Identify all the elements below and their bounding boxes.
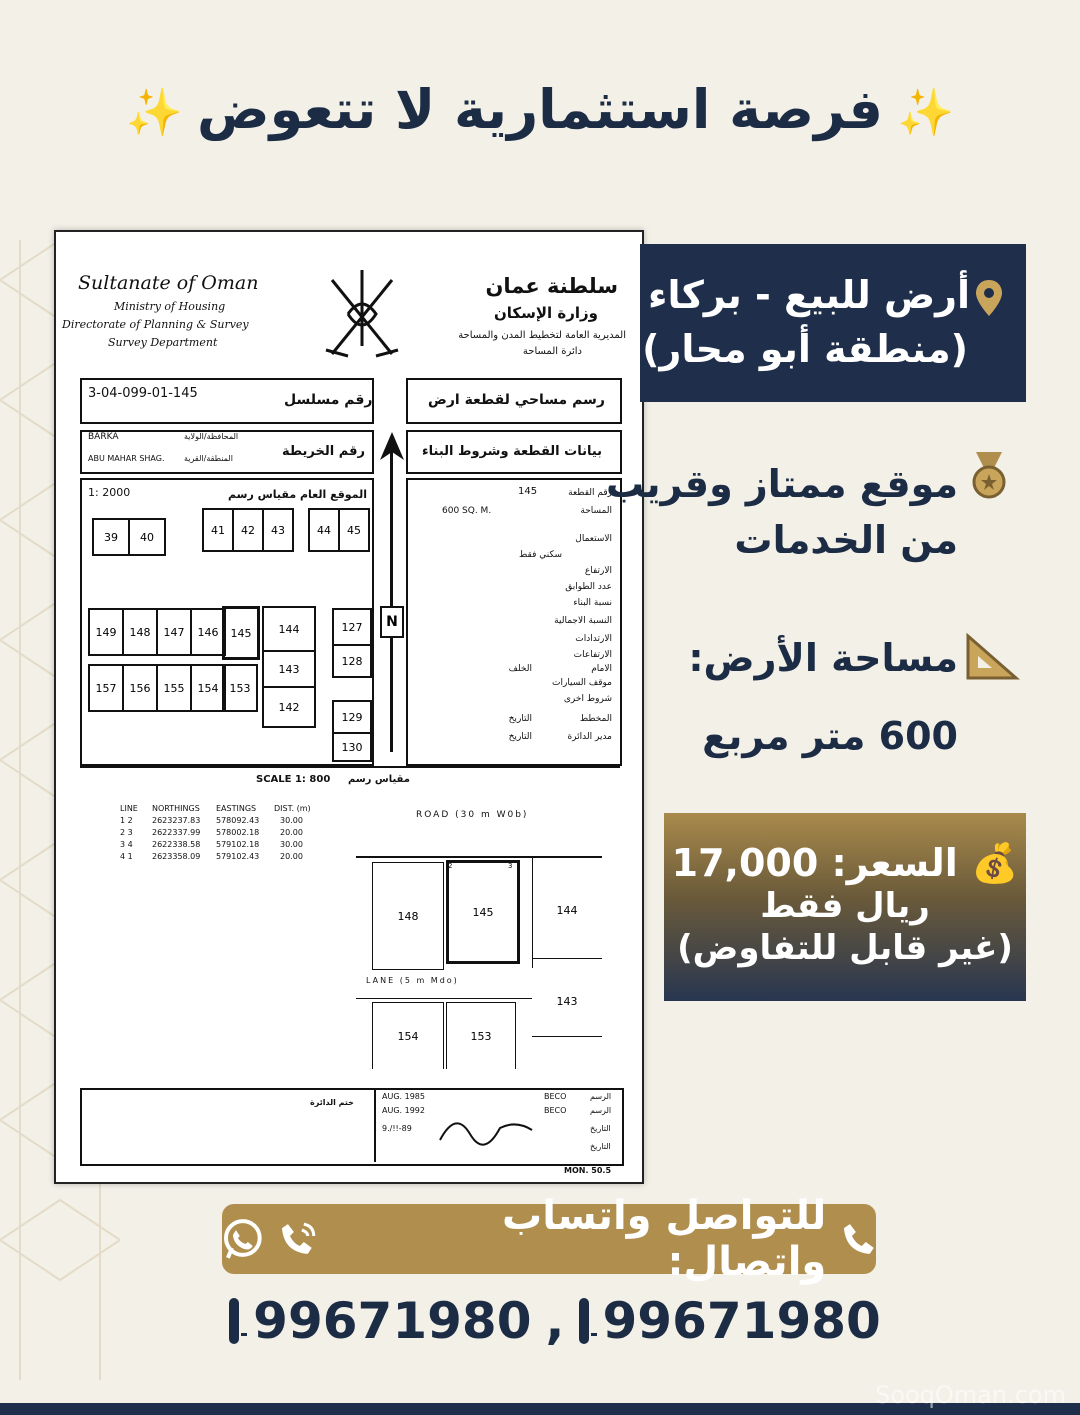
area-value: 600 SQ. M. bbox=[442, 506, 492, 516]
sign-cell: BECO bbox=[544, 1106, 567, 1115]
sign-cell: الرسم bbox=[590, 1106, 612, 1115]
lane-label: LANE (5 m Mdo) bbox=[366, 976, 459, 985]
feature2-line1: مساحة الأرض: bbox=[688, 636, 958, 680]
road-label: ROAD (30 m W0b) bbox=[416, 810, 529, 820]
feature-location bbox=[606, 456, 958, 568]
coord-cell: 579102.43 bbox=[216, 852, 260, 861]
serial-value: 3-04-099-01-145 bbox=[88, 386, 198, 401]
feature-area bbox=[688, 630, 958, 764]
doc-org-ar-1: سلطنة عمان bbox=[485, 274, 618, 298]
sketch-block: 146 bbox=[190, 608, 226, 656]
location-line2: (منطقة أبو محار) bbox=[642, 327, 968, 371]
area-line1: BARKA bbox=[88, 432, 119, 442]
back-label: الخلف bbox=[508, 664, 532, 674]
general-location-label: الموقع العام مقياس رسم bbox=[228, 488, 367, 501]
north-label: N bbox=[380, 606, 404, 638]
location-line1 bbox=[640, 268, 1002, 322]
phone-number-2[interactable]: 99671980 bbox=[602, 1292, 881, 1350]
contact-label: للتواصل واتساب واتصال: bbox=[502, 1193, 827, 1285]
scale-value: SCALE 1: 800 bbox=[256, 774, 331, 785]
director-label: مدير الدائرة bbox=[567, 732, 612, 742]
corner-label: 3 bbox=[508, 862, 513, 870]
lane-bottom-line bbox=[356, 998, 532, 999]
coord-cell: 20.00 bbox=[280, 828, 303, 837]
coords-header: NORTHINGS bbox=[152, 804, 200, 813]
sign-cell: التاريخ bbox=[590, 1142, 611, 1151]
doc-org-en-2: Ministry of Housing bbox=[114, 300, 226, 313]
sketch-block: 130 bbox=[332, 732, 372, 762]
doc-org-en-3: Directorate of Planning & Survey bbox=[62, 318, 249, 331]
coord-cell: 1 2 bbox=[120, 816, 133, 825]
detail-block: 148 bbox=[372, 862, 444, 970]
location-pin-icon bbox=[976, 280, 1002, 316]
sketch-block: 144 bbox=[262, 606, 316, 652]
whatsapp-icon[interactable] bbox=[222, 1218, 264, 1260]
usage-label: الاستعمال bbox=[575, 534, 612, 544]
coord-cell: 20.00 bbox=[280, 852, 303, 861]
coord-cell: 4 1 bbox=[120, 852, 133, 861]
title-text: فرصة استثمارية لا تتعوض bbox=[196, 78, 884, 141]
watermark: SooqOman.com bbox=[875, 1381, 1066, 1409]
coords-header: LINE bbox=[120, 804, 138, 813]
sketch-block: 41 bbox=[202, 508, 234, 552]
area-line2: ABU MAHAR SHAG. bbox=[88, 454, 165, 463]
stamp-label: ختم الدائرة bbox=[310, 1098, 354, 1107]
doc-org-en-4: Survey Department bbox=[108, 336, 218, 349]
sketch-block: 39 bbox=[92, 518, 130, 556]
phone-call-icon bbox=[280, 1220, 318, 1258]
detail-block: 144 bbox=[532, 862, 602, 959]
sketch-block: 40 bbox=[128, 518, 166, 556]
front-label: الامام bbox=[591, 664, 612, 674]
serial-label: رقم مسلسل bbox=[284, 392, 373, 408]
date-label: التاريخ bbox=[508, 714, 532, 724]
survey-document bbox=[54, 230, 644, 1184]
coord-cell: 578002.18 bbox=[216, 828, 260, 837]
price-line2: ريال فقط bbox=[760, 886, 930, 926]
sign-cell: 9./!!-89 bbox=[382, 1124, 412, 1133]
usage-value: سكني فقط bbox=[519, 550, 562, 560]
medal-icon bbox=[964, 450, 1014, 500]
sketch-block: 127 bbox=[332, 608, 372, 646]
parking-label: موقف السيارات bbox=[552, 678, 612, 688]
section-divider bbox=[80, 766, 620, 768]
doc-org-ar-4: دائرة المساحة bbox=[522, 346, 582, 357]
sign-cell: BECO bbox=[544, 1092, 567, 1101]
form-number: MON. 50.5 bbox=[564, 1166, 612, 1175]
detail-block: 154 bbox=[372, 1002, 444, 1069]
sparkles-icon: ✨ bbox=[897, 85, 955, 139]
sign-cell: AUG. 1992 bbox=[382, 1106, 425, 1115]
coords-header: DIST. (m) bbox=[274, 804, 311, 813]
money-bag-icon: 💰 bbox=[971, 841, 1019, 885]
sketch-block: 155 bbox=[156, 664, 192, 712]
sketch-block: 153 bbox=[222, 664, 258, 712]
feature1-line1: موقع ممتاز وقريب bbox=[606, 462, 958, 506]
phone-icon bbox=[842, 1222, 876, 1256]
doc-title: رسم مساحي لقطعة ارض bbox=[428, 392, 605, 408]
planner-label: المخطط bbox=[579, 714, 612, 724]
price-panel bbox=[664, 813, 1026, 1001]
coord-cell: 579102.18 bbox=[216, 840, 260, 849]
sign-cell: AUG. 1985 bbox=[382, 1092, 425, 1101]
feature1-line2: من الخدمات bbox=[734, 518, 958, 562]
price-label: السعر: 17,000 bbox=[671, 841, 958, 885]
page-title bbox=[0, 78, 1080, 141]
feature2-line2: 600 متر مربع bbox=[702, 714, 958, 758]
mobile-phone-icon bbox=[229, 1298, 239, 1344]
detail-block-highlighted: 145 bbox=[446, 860, 520, 964]
phone-number-1[interactable]: 99671980 bbox=[253, 1292, 532, 1350]
sketch-block: 45 bbox=[338, 508, 370, 552]
coord-cell: 2622338.58 bbox=[152, 840, 201, 849]
coord-cell: 2622337.99 bbox=[152, 828, 201, 837]
doc-org-ar-2: وزارة الإسكان bbox=[493, 304, 598, 322]
mobile-phone-icon bbox=[579, 1298, 589, 1344]
north-arrow-icon bbox=[378, 432, 406, 462]
plot-no: 145 bbox=[518, 486, 538, 497]
detail-block: 153 bbox=[446, 1002, 516, 1069]
height-label: الارتفاع bbox=[584, 566, 612, 576]
phone-numbers bbox=[230, 1286, 880, 1356]
date-label-2: التاريخ bbox=[508, 732, 532, 742]
setbacks-label: الارتدادات bbox=[575, 634, 612, 644]
doc-org-en-1: Sultanate of Oman bbox=[78, 272, 259, 294]
sparkles-icon: ✨ bbox=[125, 85, 183, 139]
sketch-block: 128 bbox=[332, 644, 372, 678]
signature-scribble bbox=[436, 1110, 536, 1150]
scale-label: مقياس رسم bbox=[348, 774, 410, 785]
coord-cell: 30.00 bbox=[280, 840, 303, 849]
road-line bbox=[356, 856, 602, 858]
phone-separator: , bbox=[545, 1292, 565, 1350]
coord-cell: 578092.43 bbox=[216, 816, 260, 825]
sketch-block: 156 bbox=[122, 664, 158, 712]
sketch-block: 148 bbox=[122, 608, 158, 656]
sketch-block: 143 bbox=[262, 650, 316, 688]
area-label1: المحافظة/الولاية bbox=[184, 432, 239, 441]
conditions-label: شروط اخرى bbox=[563, 694, 612, 704]
sketch-block: 147 bbox=[156, 608, 192, 656]
general-scale: 1: 2000 bbox=[88, 486, 131, 499]
coord-cell: 2 3 bbox=[120, 828, 133, 837]
sketch-block: 44 bbox=[308, 508, 340, 552]
sign-cell: التاريخ bbox=[590, 1124, 611, 1133]
sketch-block-highlighted: 145 bbox=[222, 606, 260, 660]
building-ratio-label: نسبة البناء bbox=[573, 598, 612, 608]
oman-emblem-icon bbox=[318, 250, 406, 362]
ruler-triangle-icon bbox=[964, 632, 1020, 682]
detail-block: 143 bbox=[532, 966, 602, 1037]
coord-cell: 3 4 bbox=[120, 840, 133, 849]
sketch-block: 154 bbox=[190, 664, 226, 712]
corner-label: 2 bbox=[448, 862, 453, 870]
price-line3: (غير قابل للتفاوض) bbox=[677, 928, 1013, 968]
north-line bbox=[390, 438, 393, 752]
plot-data-title: بيانات القطعة وشروط البناء bbox=[422, 444, 603, 459]
coords-header: EASTINGS bbox=[216, 804, 257, 813]
setbacks2-label: الارتفاعات bbox=[573, 650, 612, 660]
total-ratio-label: النسبة الاجمالية bbox=[554, 616, 612, 626]
coord-cell: 30.00 bbox=[280, 816, 303, 825]
signature-divider bbox=[374, 1088, 376, 1162]
sketch-block: 157 bbox=[88, 664, 124, 712]
contact-bar bbox=[222, 1193, 876, 1285]
sketch-block: 42 bbox=[232, 508, 264, 552]
area-label2: المنطقة/القرية bbox=[184, 454, 233, 463]
location-text1: أرض للبيع - بركاء bbox=[648, 273, 970, 317]
sign-cell: الرسم bbox=[590, 1092, 612, 1101]
area-label: المساحة bbox=[580, 506, 612, 516]
map-label: رقم الخريطة bbox=[282, 444, 365, 459]
location-panel bbox=[640, 244, 1026, 402]
coord-cell: 2623358.09 bbox=[152, 852, 201, 861]
floors-label: عدد الطوابق bbox=[565, 582, 612, 592]
sketch-block: 129 bbox=[332, 700, 372, 734]
doc-org-ar-3: المديرية العامة لتخطيط المدن والمساحة bbox=[458, 330, 626, 341]
sketch-block: 142 bbox=[262, 686, 316, 728]
sketch-block: 43 bbox=[262, 508, 294, 552]
plot-no-label: رقم القطعة bbox=[568, 488, 612, 498]
coord-cell: 2623237.83 bbox=[152, 816, 201, 825]
sketch-block: 149 bbox=[88, 608, 124, 656]
price-line1 bbox=[664, 841, 1026, 886]
